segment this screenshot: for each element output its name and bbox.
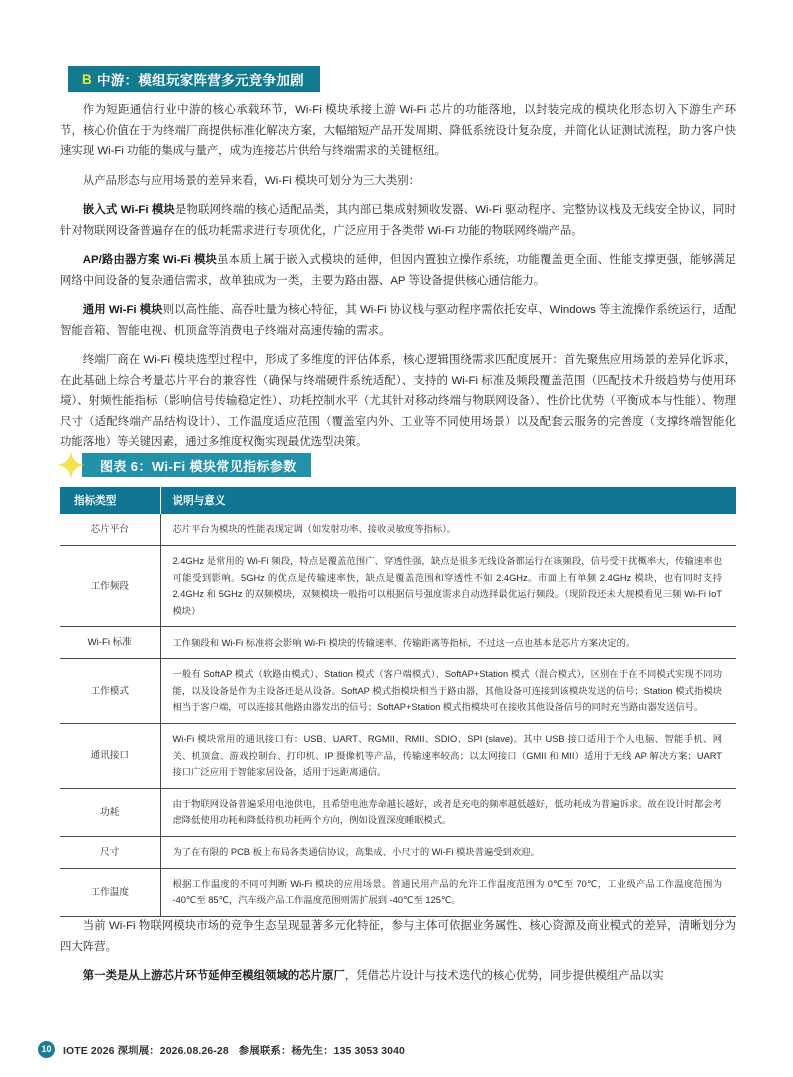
paragraph-3-rest: 是物联网终端的核心适配品类，其内部已集成射频收发器、Wi-Fi 驱动程序、完整协议栈及无线安全协议，同时针对物联网设备普遍存在的低功耗需求进行专项优化，广泛应用于各类带 Wi-Fi 功能的物联网终端产品。 [60,204,737,237]
table-row [60,514,736,546]
section-banner [68,66,320,92]
table-cell-description: 2.4GHz 是常用的 Wi-Fi 频段，特点是覆盖范围广、穿透性强，缺点是很多无线设备都运行在该频段，信号受干扰概率大，传输速率也可能受到影响。5GHz 的优点是传输速率快，缺点是覆盖范围和穿透性不如 2.4GHz。市面上有单频 2.4GHz 模块，也有同时支持 2.4GHz 和 5GHz 的双频模块，双频模块一般指可以根据信号强度需求自动选择最优运行频段。（现阶段还未大规模看见三频 Wi-Fi IoT 模块） [160,546,736,627]
table-cell-category: Wi-Fi 标准 [60,627,160,659]
star-icon [56,450,86,480]
figure-title [56,450,311,480]
table-cell-category: 通讯接口 [60,723,160,788]
paragraph-6: 终端厂商在 Wi-Fi 模块选型过程中，形成了多维度的评估体系，核心逻辑围绕需求匹配度展开：首先聚焦应用场景的差异化诉求，在此基础上综合考量芯片平台的兼容性（确保与终端硬件系统适配）、支持的 Wi-Fi 标准及频段覆盖范围（匹配技术升级趋势与使用环境）、射频性能指标（影响信号传输稳定性）、功耗控制水平（尤其针对移动终端与物联网设备）、性价比优势（平衡成本与性能）、物理尺寸（适配终端产品结构设计）、工作温度适应范围（覆盖室内外、工业等不同使用场景）以及配套云服务的完善度（支撑终端智能化功能落地）等关键因素，通过多维度权衡实现最优选型决策。 [60,354,736,449]
table-row [60,788,736,836]
table-row [60,659,736,724]
paragraph-5 [60,300,736,341]
paragraph-2: 从产品形态与应用场景的差异来看，Wi-Fi 模块可划分为三大类别： [82,174,421,187]
footer-event: IOTE 2026 深圳展：2026.08.26-28 [63,1045,229,1057]
figure-title-bar [82,453,311,477]
paragraph-3 [60,200,736,241]
paragraph-8-rest: ，凭借芯片设计与技术迭代的核心优势，同步提供模组产品以实 [344,970,664,983]
table-head [60,487,736,514]
spec-table-wrapper [60,487,736,917]
table-cell-description: 芯片平台为模块的性能表现定调（如发射功率、接收灵敏度等指标）。 [160,514,736,546]
table-row [60,836,736,868]
paragraph-5-rest: 则以高性能、高吞吐量为核心特征，其 Wi-Fi 协议栈与驱动程序需依托安卓、Windows 等主流操作系统运行，适配智能音箱、智能电视、机顶盒等消费电子终端对高速传输的需求。 [60,304,736,337]
table-cell-category: 工作频段 [60,546,160,627]
footer-contact: 参展联系：杨先生：135 3053 3040 [238,1045,405,1057]
table-cell-description: 一般有 SoftAP 模式（软路由模式）、Station 模式（客户端模式）、SoftAP+Station 模式（混合模式），区别在于在不同模式实现不同功能，以及设备是作为主设备还是从设备。SoftAP 模式指模块相当于路由器，其他设备可连接到该模块发送的信号；Station 模式指模块相当于客户端，可以连接其他路由器发出的信号；SoftAP+Station 模式指模块可在接收其他设备信号的同时充当路由器发送信号。 [160,659,736,724]
paragraph-8 [60,966,736,987]
table-body [60,514,736,916]
section-letter: B [82,71,92,87]
table-cell-category: 工作模式 [60,659,160,724]
table-header-category: 指标类型 [60,487,160,514]
body-content-top [60,100,736,462]
table-cell-description: 工作频段和 Wi-Fi 标准将会影响 Wi-Fi 模块的传输速率、传输距离等指标，不过这一点也基本是芯片方案决定的。 [160,627,736,659]
table-cell-category: 芯片平台 [60,514,160,546]
section-title: 中游：模组玩家阵营多元竞争加剧 [96,73,304,88]
figure-title-label: 图表 6：Wi-Fi 模块常见指标参数 [100,458,297,474]
paragraph-3-lead: 嵌入式 Wi-Fi 模块 [82,204,175,217]
table-cell-category: 功耗 [60,788,160,836]
paragraph-5-lead: 通用 Wi-Fi 模块 [82,304,163,317]
page-number-badge: 10 [38,1041,55,1058]
paragraph-7: 当前 Wi-Fi 物联网模块市场的竞争生态呈现显著多元化特征，参与主体可依据业务属性、核心资源及商业模式的差异，清晰划分为四大阵营。 [60,920,736,953]
paragraph-4-lead: AP/路由器方案 Wi-Fi 模块 [82,254,218,267]
paragraph-8-lead: 第一类是从上游芯片环节延伸至模组领域的芯片原厂 [82,970,345,983]
paragraph-1: 作为短距通信行业中游的核心承载环节，Wi-Fi 模块承接上游 Wi-Fi 芯片的功能落地，以封装完成的模块化形态切入下游生产环节，核心价值在于为终端厂商提供标准化解决方案，大幅缩短产品开发周期、降低系统设计复杂度，并简化认证测试流程，助力客户快速实现 Wi-Fi 功能的集成与量产，成为连接芯片供给与终端需求的关键枢纽。 [60,104,736,158]
table-row [60,868,736,916]
table-row [60,546,736,627]
page-footer [0,1039,793,1059]
table-cell-category: 尺寸 [60,836,160,868]
table-header-row [60,487,736,514]
table-header-description: 说明与意义 [160,487,736,514]
table-cell-description: Wi-Fi 模块常用的通讯接口有：USB、UART、RGMII、RMII、SDIO、SPI (slave)。其中 USB 接口适用于个人电脑、智能手机、网关、机顶盒、游戏控制台、打印机、IP 摄像机等产品，传输速率较高；以太网接口（GMII 和 MII）适用于无线 AP 解决方案；UART 接口广泛应用于智能家居设备，适用于远距离通信。 [160,723,736,788]
table-cell-description: 为了在有限的 PCB 板上布局各类通信协议，高集成、小尺寸的 Wi-Fi 模块普遍受到欢迎。 [160,836,736,868]
spec-table [60,487,736,917]
body-content-bottom [60,916,736,996]
paragraph-4 [60,250,736,291]
table-row [60,627,736,659]
footer-info [63,1042,405,1057]
paragraph-4-rest: 虽本质上属于嵌入式模块的延伸，但因内置独立操作系统，功能覆盖更全面、性能支撑更强，能够满足网络中间设备的复杂通信需求，故单独成为一类，主要为路由器、AP 等设备提供核心通信能力。 [60,254,736,287]
table-cell-category: 工作温度 [60,868,160,916]
table-row [60,723,736,788]
table-cell-description: 由于物联网设备普遍采用电池供电，且希望电池寿命越长越好，或者是充电的频率越低越好，低功耗成为普遍诉求。故在设计时都会考虑降低使用功耗和降低待机功耗两个方向，例如设置深度睡眠模式。 [160,788,736,836]
table-cell-description: 根据工作温度的不同可判断 Wi-Fi 模块的应用场景。普通民用产品的允许工作温度范围为 0℃至 70℃，工业级产品工作温度范围为 -40℃至 85℃，汽车级产品工作温度范围则需扩展到 -40℃至 125℃。 [160,868,736,916]
